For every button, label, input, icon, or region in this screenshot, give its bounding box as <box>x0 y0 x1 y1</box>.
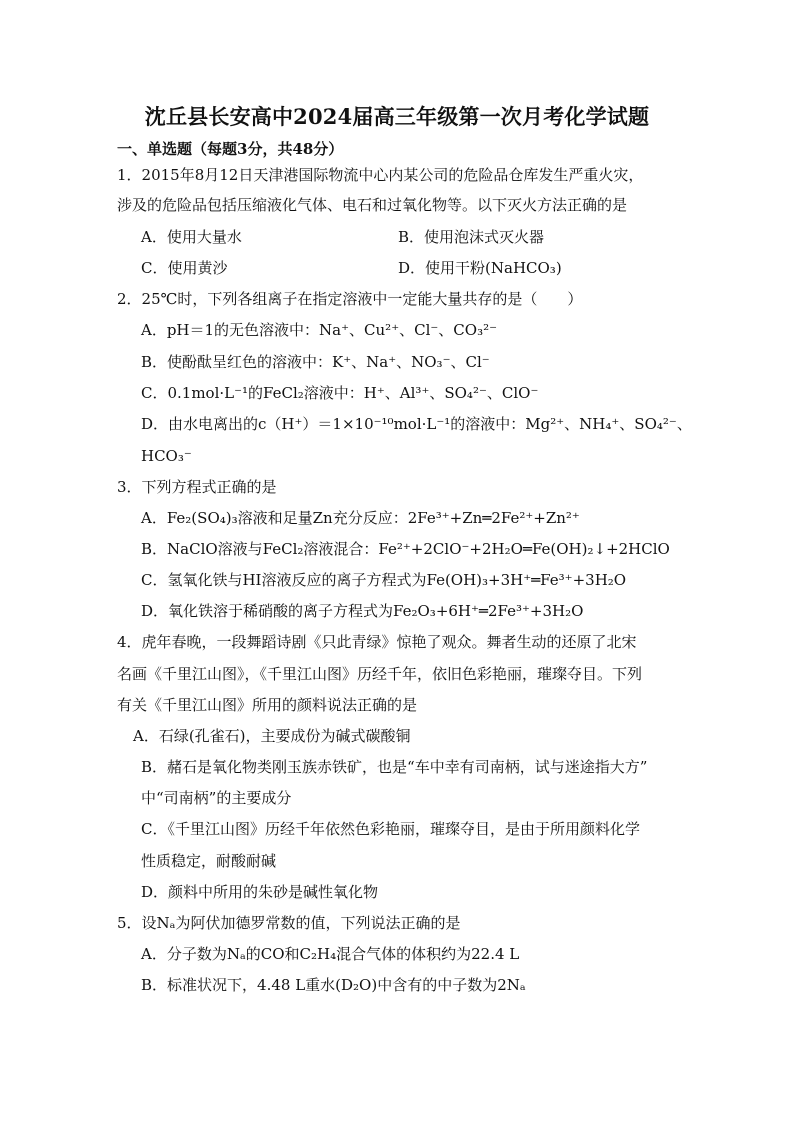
q2-option-c: C．0.1mol·L⁻¹的FeCl₂溶液中：H⁺、Al³⁺、SO₄²⁻、ClO⁻ <box>141 384 539 402</box>
q4-option-b-line-1: B．赭石是氧化物类刚玉族赤铁矿，也是“车中幸有司南柄，试与迷途指大方” <box>141 758 648 776</box>
q5-stem: 5．设Nₐ为阿伏加德罗常数的值，下列说法正确的是 <box>117 914 461 932</box>
q3-option-c: C．氢氧化铁与HI溶液反应的离子方程式为Fe(OH)₃+3H⁺═Fe³⁺+3H₂O <box>141 571 627 589</box>
q4-option-c-line-2: 性质稳定，耐酸耐碱 <box>141 852 277 870</box>
q4-stem-line-2: 名画《千里江山图》，《千里江山图》历经千年，依旧色彩艳丽，璀璨夺目。下列 <box>117 665 643 683</box>
q4-stem-line-3: 有关《千里江山图》所用的颜料说法正确的是 <box>117 696 418 714</box>
q3-option-d: D．氧化铁溶于稀硝酸的离子方程式为Fe₂O₃+6H⁺═2Fe³⁺+3H₂O <box>141 602 584 620</box>
q3-stem: 3．下列方程式正确的是 <box>117 478 277 496</box>
q3-option-a: A．Fe₂(SO₄)₃溶液和足量Zn充分反应：2Fe³⁺+Zn═2Fe²⁺+Zn²⁺ <box>141 509 580 527</box>
q1-stem-line-1: 1．2015年8月12日天津港国际物流中心内某公司的危险品仓库发生严重火灾， <box>117 166 644 184</box>
q3-option-b: B．NaClO溶液与FeCl₂溶液混合：Fe²⁺+2ClO⁻+2H₂O═Fe(OH)₂↓+2HClO <box>141 540 670 558</box>
q2-option-d-line-1: D．由水电离出的c（H⁺）＝1×10⁻¹⁰mol·L⁻¹的溶液中：Mg²⁺、NH₄⁺、SO₄²⁻、 <box>141 415 692 433</box>
q4-stem-line-1: 4．虎年春晚，一段舞蹈诗剧《只此青绿》惊艳了观众。舞者生动的还原了北宋 <box>117 633 637 651</box>
q2-option-b: B．使酚酞呈红色的溶液中：K⁺、Na⁺、NO₃⁻、Cl⁻ <box>141 353 490 371</box>
q1-option-d: D．使用干粉(NaHCO₃) <box>398 259 562 277</box>
q2-stem: 2．25℃时，下列各组离子在指定溶液中一定能大量共存的是（ ） <box>117 290 583 308</box>
q4-option-d: D．颜料中所用的朱砂是碱性氧化物 <box>141 883 379 901</box>
q4-option-c-line-1: C．《千里江山图》历经千年依然色彩艳丽，璀璨夺目，是由于所用颜料化学 <box>141 820 640 838</box>
q4-option-a: A．石绿(孔雀石)，主要成份为碱式碳酸铜 <box>133 727 411 745</box>
q2-option-d-line-2: HCO₃⁻ <box>141 447 192 465</box>
q4-option-b-line-2: 中“司南柄”的主要成分 <box>141 789 292 807</box>
q2-option-a: A．pH＝1的无色溶液中：Na⁺、Cu²⁺、Cl⁻、CO₃²⁻ <box>141 321 498 339</box>
q1-option-a: A．使用大量水 <box>141 228 242 246</box>
section-heading: 一、单选题（每题3分，共48分） <box>117 140 344 158</box>
q5-option-b: B．标准状况下，4.48 L重水(D₂O)中含有的中子数为2Nₐ <box>141 976 526 994</box>
q1-option-b: B．使用泡沫式灭火器 <box>398 228 545 246</box>
q1-option-c: C．使用黄沙 <box>141 259 228 277</box>
q5-option-a: A．分子数为Nₐ的CO和C₂H₄混合气体的体积约为22.4 L <box>141 945 520 963</box>
exam-title: 沈丘县长安高中2024届高三年级第一次月考化学试题 <box>144 104 650 129</box>
q1-stem-line-2: 涉及的危险品包括压缩液化气体、电石和过氧化物等。以下灭火方法正确的是 <box>117 196 628 214</box>
